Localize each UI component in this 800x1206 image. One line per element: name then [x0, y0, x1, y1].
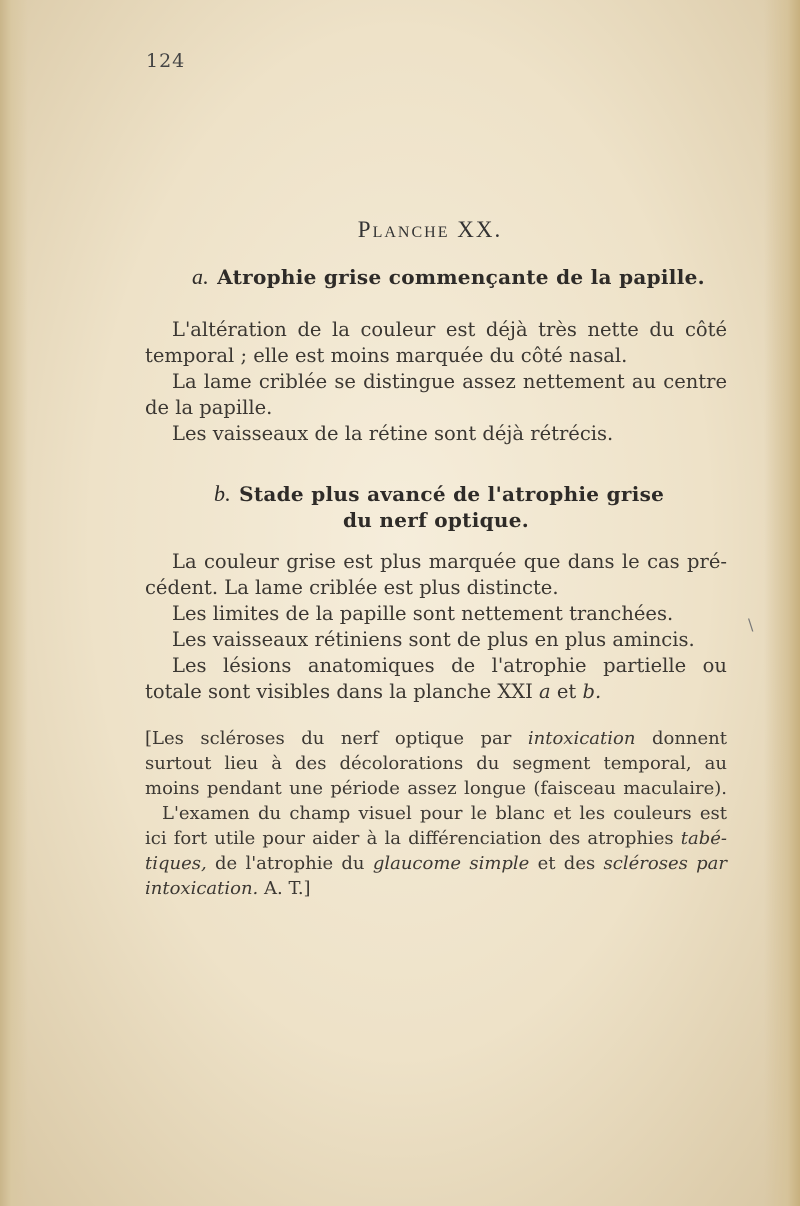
- section-a-line-5: Les vaisseaux de la rétine sont déjà rétrécis.: [172, 422, 614, 445]
- note-line-5: [145, 827, 727, 851]
- section-b-line-1: La couleur grise est plus marquée que dans le cas pré-: [172, 550, 727, 573]
- section-b-ref-a: a: [539, 680, 551, 703]
- section-b-line-5: Les lésions anatomiques de l'atrophie partielle ou: [172, 654, 727, 677]
- section-b-line-6-text: totale sont visibles dans la planche XXI: [145, 680, 533, 703]
- note-line-4: L'examen du champ visuel pour le blanc et les couleurs est: [162, 803, 727, 824]
- section-a-title: Atrophie grise commençante de la papille.: [217, 265, 705, 289]
- section-a-line-4: de la papille.: [145, 396, 273, 419]
- section-b-title-line-1: Stade plus avancé de l'atrophie grise: [239, 482, 665, 506]
- note-line-7-italic: intoxication.: [145, 878, 259, 899]
- page-edge-right: [764, 0, 800, 1206]
- section-b-ref-b: b.: [582, 680, 602, 703]
- note-line-5-italic: tabé-: [680, 828, 727, 849]
- note-line-6-italic-2: glaucome simple: [372, 853, 530, 874]
- section-b-title-line-2: du nerf optique.: [342, 508, 530, 532]
- note-line-6-mid-2: et des: [537, 853, 596, 874]
- section-b-line-2: cédent. La lame criblée est plus distincte.: [145, 576, 559, 599]
- section-a-heading: [192, 264, 705, 290]
- note-line-1-post: donnent: [651, 728, 728, 749]
- note-line-1-italic: intoxication: [527, 728, 636, 749]
- section-b-line-3: Les limites de la papille sont nettement tranchées.: [172, 602, 674, 625]
- margin-mark: \: [748, 615, 754, 634]
- note-line-3: moins pendant une période assez longue (faisceau maculaire).: [145, 778, 727, 799]
- section-b-line-4: Les vaisseaux rétiniens sont de plus en plus amincis.: [172, 628, 695, 651]
- section-b-ref-et: et: [556, 680, 577, 703]
- note-line-6-italic-1: tiques,: [145, 853, 207, 874]
- section-b-letter: b.: [214, 481, 232, 506]
- note-line-1: [145, 727, 727, 751]
- note-line-5-pre: ici fort utile pour aider à la différenciation des atrophies: [145, 828, 674, 849]
- note-line-7: [145, 877, 727, 901]
- note-line-6-italic-3: scléroses par: [603, 853, 727, 874]
- page-edge-left: [0, 0, 28, 1206]
- page-number: 124: [146, 50, 186, 72]
- note-line-6-mid-1: de l'atrophie du: [215, 853, 365, 874]
- note-signature: A. T.]: [264, 878, 311, 899]
- note-line-1-pre: [Les scléroses du nerf optique par: [145, 728, 512, 749]
- note-line-6: [145, 852, 727, 876]
- note-line-2: surtout lieu à des décolorations du segment temporal, au: [145, 753, 727, 774]
- section-b-line-6: [145, 679, 727, 705]
- plate-title: Planche XX.: [357, 217, 503, 242]
- section-a-line-3: La lame criblée se distingue assez nettement au centre: [172, 370, 727, 393]
- section-a-letter: a.: [192, 264, 210, 289]
- section-a-line-2: temporal ; elle est moins marquée du côté nasal.: [145, 344, 628, 367]
- section-b-heading: [214, 481, 664, 507]
- section-a-line-1: L'altération de la couleur est déjà très nette du côté: [172, 318, 727, 341]
